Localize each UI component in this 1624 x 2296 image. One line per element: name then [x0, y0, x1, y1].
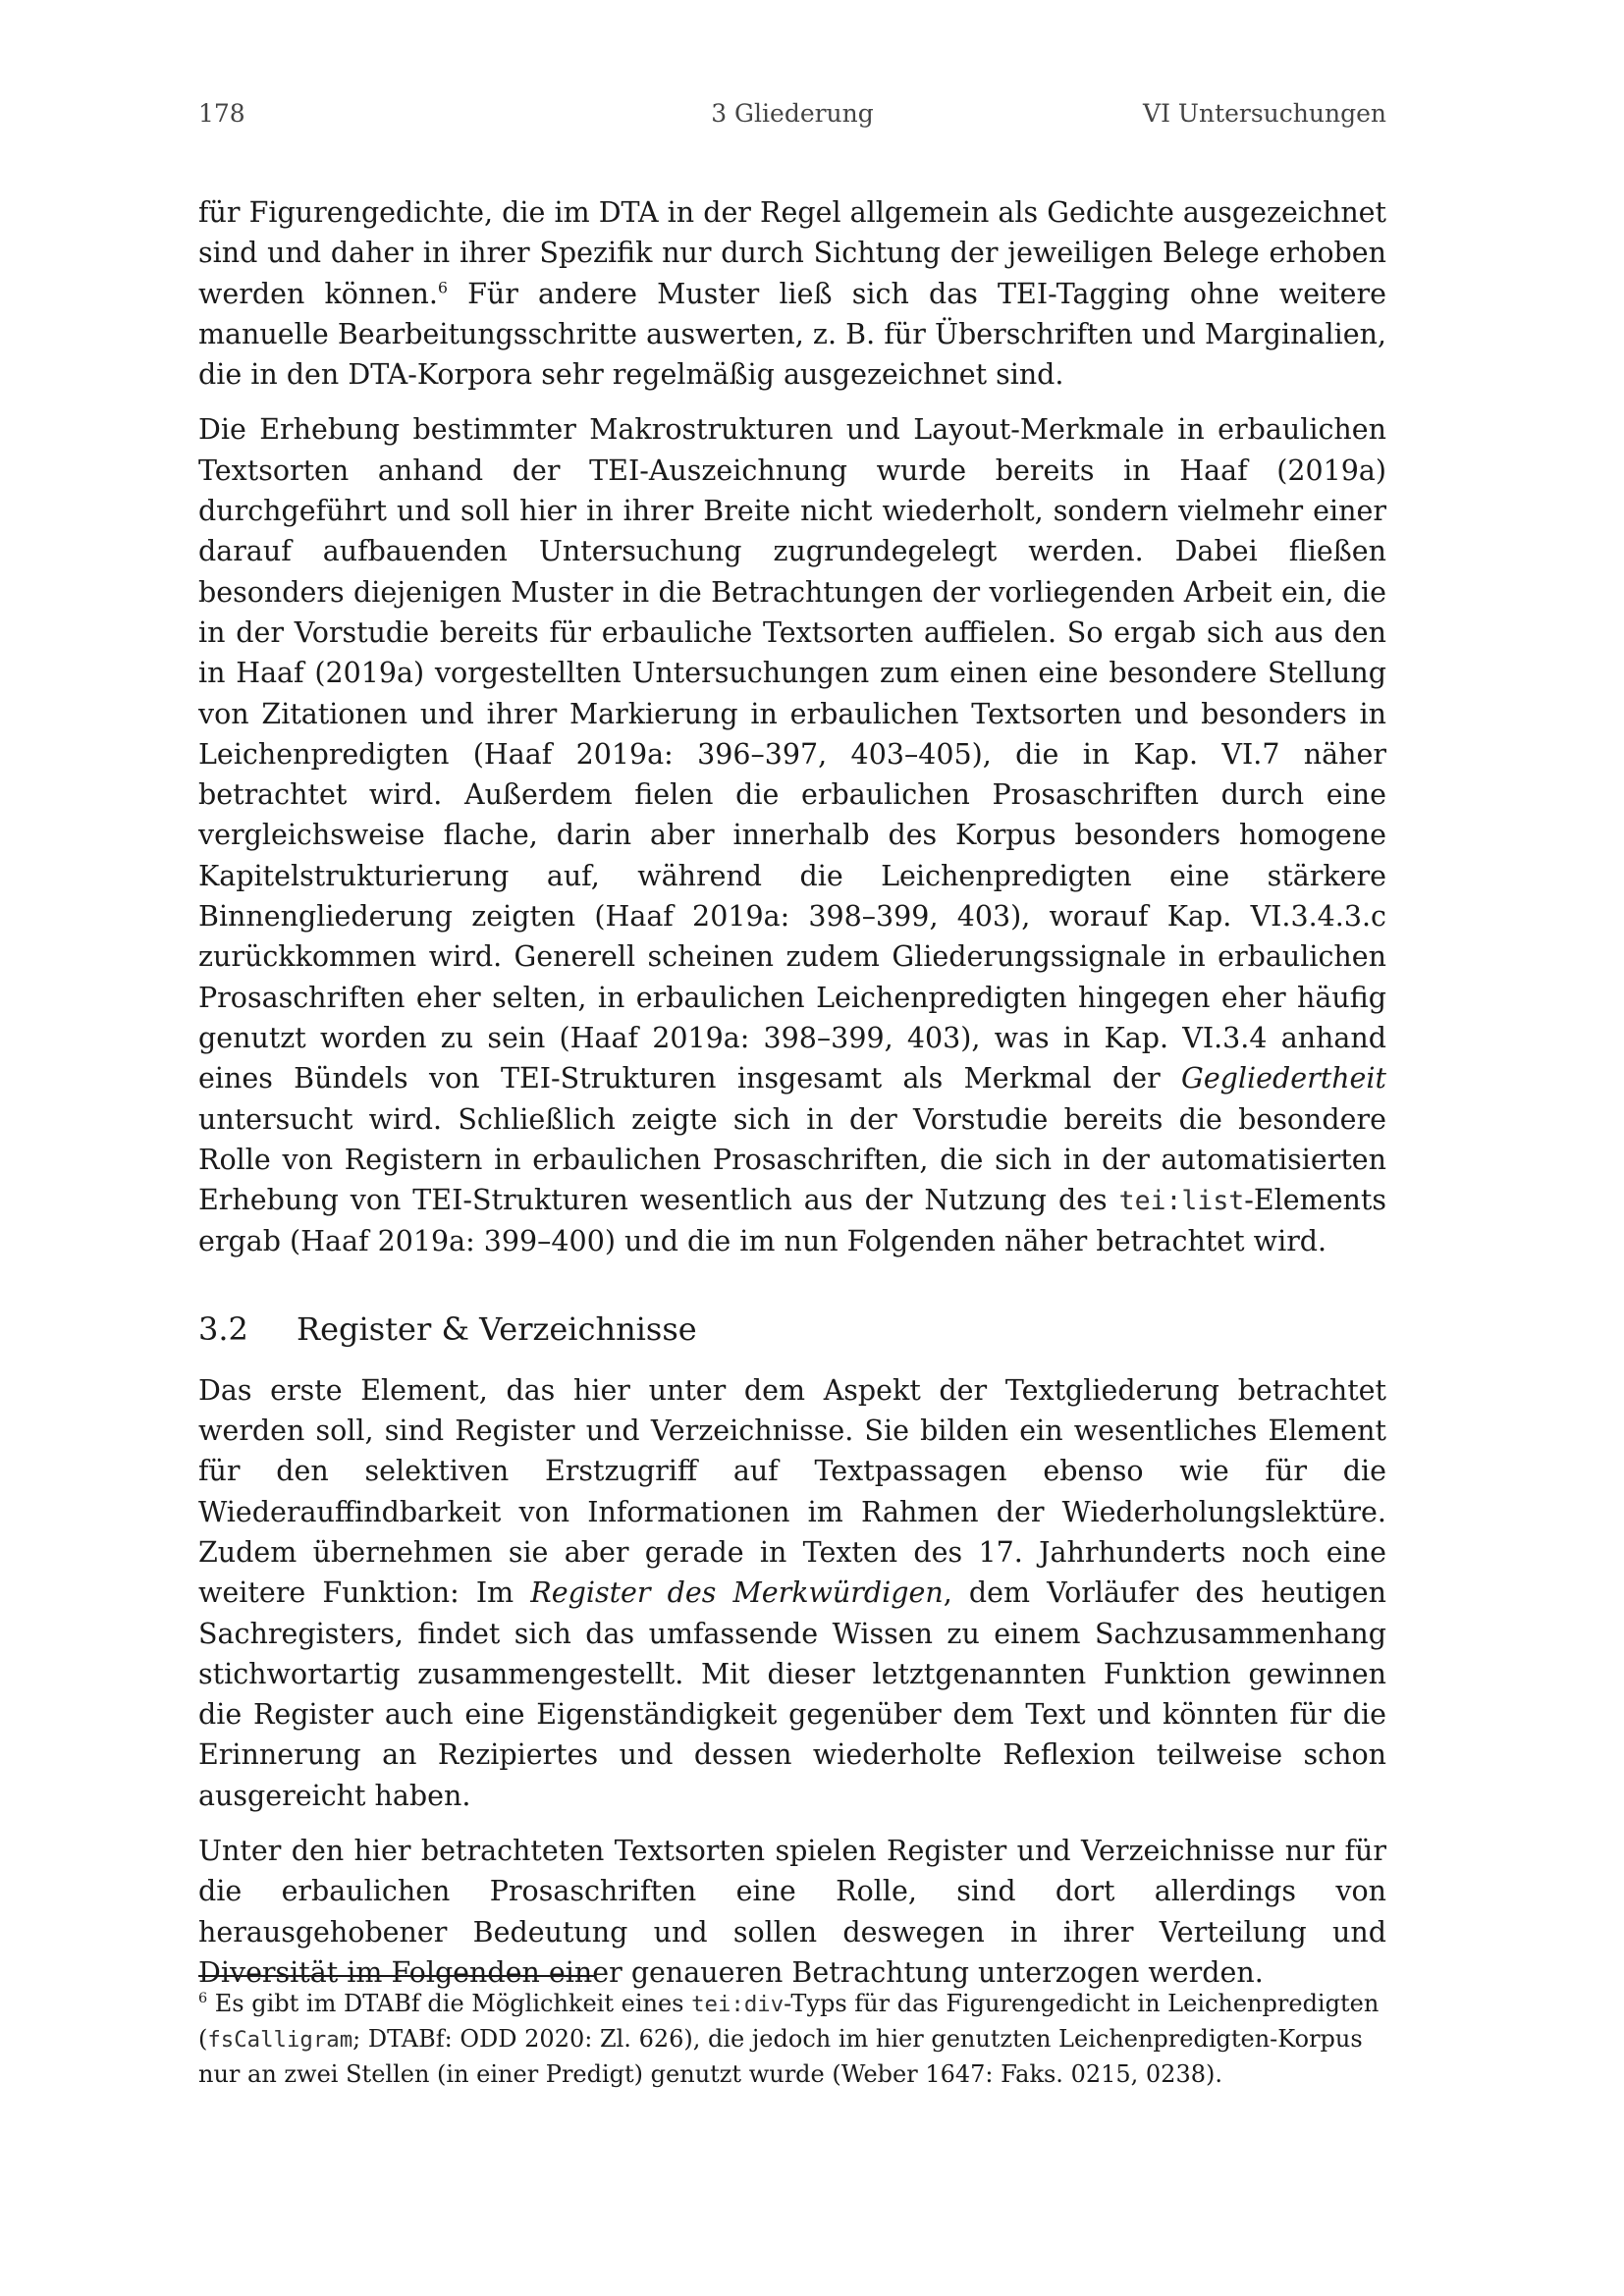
italic-term: Gegliedertheit: [1181, 1062, 1386, 1095]
paragraph-2: [198, 409, 1386, 1261]
paragraph-text: , dem Vorläufer des heutigen Sachregisters, findet sich das umfassende Wissen zu einem Sachzusammenhang stichwortartig zusammengestellt. Mit dieser letztgenannten Funktion gewinnen die Register auch eine Eigenständigkeit gegenüber dem Text und könnten für die Erinnerung an Rezipiertes und dessen wiederholte Reflexion teilweise schon ausgereicht haben.: [198, 1576, 1386, 1812]
footnote-reference[interactable]: 6: [437, 278, 448, 297]
code-element-name: tei:list: [1118, 1186, 1245, 1217]
paragraph-text: Das erste Element, das hier unter dem Aspekt der Textgliederung betrachtet werden soll, sind Register und Verzeichnisse. Sie bilden ein wesentliches Element für den selektiven Erstzugriff auf Textpassagen ebenso wie für die Wiederauffindbarkeit von Informationen im Rahmen der Wiederholungslektüre. Zudem übernehmen sie aber gerade in Texten des 17. Jahrhunderts noch eine weitere Funktion: Im: [198, 1373, 1386, 1610]
chapter-title: 3 Gliederung: [711, 99, 874, 128]
footnote-text: -Typs für das Figurengedicht in Leichenpredigten (: [198, 1990, 1380, 2053]
paragraph-text: Die Erhebung bestimmter Makrostrukturen und Layout-Merkmale in erbaulichen Textsorten anhand der TEI-Auszeichnung wurde bereits in Haaf (2019a) durchgeführt und soll hier in ihrer Breite nicht wiederholt, sondern vielmehr einer darauf aufbauenden Untersuchung zugrundegelegt werden. Dabei fließen besonders diejenigen Muster in die Betrachtungen der vorliegenden Arbeit ein, die in der Vorstudie bereits für erbauliche Textsorten auffielen. So ergab sich aus den in Haaf (2019a) vorgestellten Untersuchungen zum einen eine besondere Stellung von Zitationen und ihrer Markierung in erbaulichen Textsorten und besonders in Leichenpredigten (Haaf 2019a: 396–397, 403–405), die in Kap. VI.7 näher betrachtet wird. Außerdem fielen die erbaulichen Prosaschriften durch eine vergleichsweise flache, darin aber innerhalb des Korpus besonders homogene Kapitelstrukturierung auf, während die Leichenpredigten eine stärkere Binnengliederung zeigten (Haaf 2019a: 398–399, 403), worauf Kap. VI.3.4.3.c zurückkommen wird. Generell scheinen zudem Gliederungssignale in erbaulichen Prosaschriften eher selten, in erbaulichen Leichenpredigten hingegen eher häufig genutzt worden zu sein (Haaf 2019a: 398–399, 403), was in Kap. VI.3.4 anhand eines Bündels von TEI-Strukturen insgesamt als Merkmal der: [198, 413, 1386, 1095]
running-header: [198, 96, 1386, 132]
footnote: [198, 1987, 1386, 2092]
paragraph-1: [198, 192, 1386, 395]
paragraph-text: für Figurengedichte, die im DTA in der Regel allgemein als Gedichte ausgezeichnet sind und daher in ihrer Spezifik nur durch Sichtung der jeweiligen Belege erhoben werden können.: [198, 196, 1386, 310]
section-title: Register & Verzeichnisse: [297, 1309, 697, 1348]
body-text: [198, 192, 1386, 2007]
paragraph-text: untersucht wird. Schließlich zeigte sich in der Vorstudie bereits die besondere Rolle von Registern in erbaulichen Prosaschriften, die sich in der automatisierten Erhebung von TEI-Strukturen wesentlich aus der Nutzung des: [198, 1102, 1386, 1217]
paragraph-text: Für andere Muster ließ sich das TEI-Tagging ohne weitere manuelle Bearbeitungsschritte auswerten, z. B. für Überschriften und Marginalien, die in den DTA-Korpora sehr regelmäßig ausgezeichnet sind.: [198, 277, 1386, 392]
paragraph-4: [198, 1831, 1386, 1993]
italic-term: Register des Merkwürdigen: [530, 1576, 944, 1610]
paragraph-text: -Elements ergab (Haaf 2019a: 399–400) und die im nun Folgenden näher betrachtet wird.: [198, 1184, 1386, 1258]
part-title: VI Untersuchungen: [1143, 99, 1386, 128]
footnote-divider: [198, 1975, 596, 1977]
footnote-number: 6: [198, 1991, 208, 2006]
section-heading: [198, 1308, 1386, 1351]
paragraph-3: [198, 1370, 1386, 1816]
footnote-text: Es gibt im DTABf die Möglichkeit eines: [207, 1990, 692, 2017]
page-number: 178: [198, 99, 245, 128]
code-element-name: tei:div: [691, 1992, 785, 2017]
footnote-text: ; DTABf: ODD 2020: Zl. 626), die jedoch im hier genutzten Leichenpredigten-Korpus nur an zwei Stellen (in einer Predigt) genutzt wurde (Weber 1647: Faks. 0215, 0238).: [198, 2025, 1363, 2088]
paragraph-text: Unter den hier betrachteten Textsorten spielen Register und Verzeichnisse nur für die erbaulichen Prosaschriften eine Rolle, sind dort allerdings von herausgehobener Bedeutung und sollen deswegen in ihrer Verteilung und Diversität im Folgenden einer genaueren Betrachtung unterzogen werden.: [198, 1834, 1386, 1989]
code-value: fsCalligram: [207, 2027, 353, 2053]
section-number: 3.2: [198, 1309, 248, 1348]
